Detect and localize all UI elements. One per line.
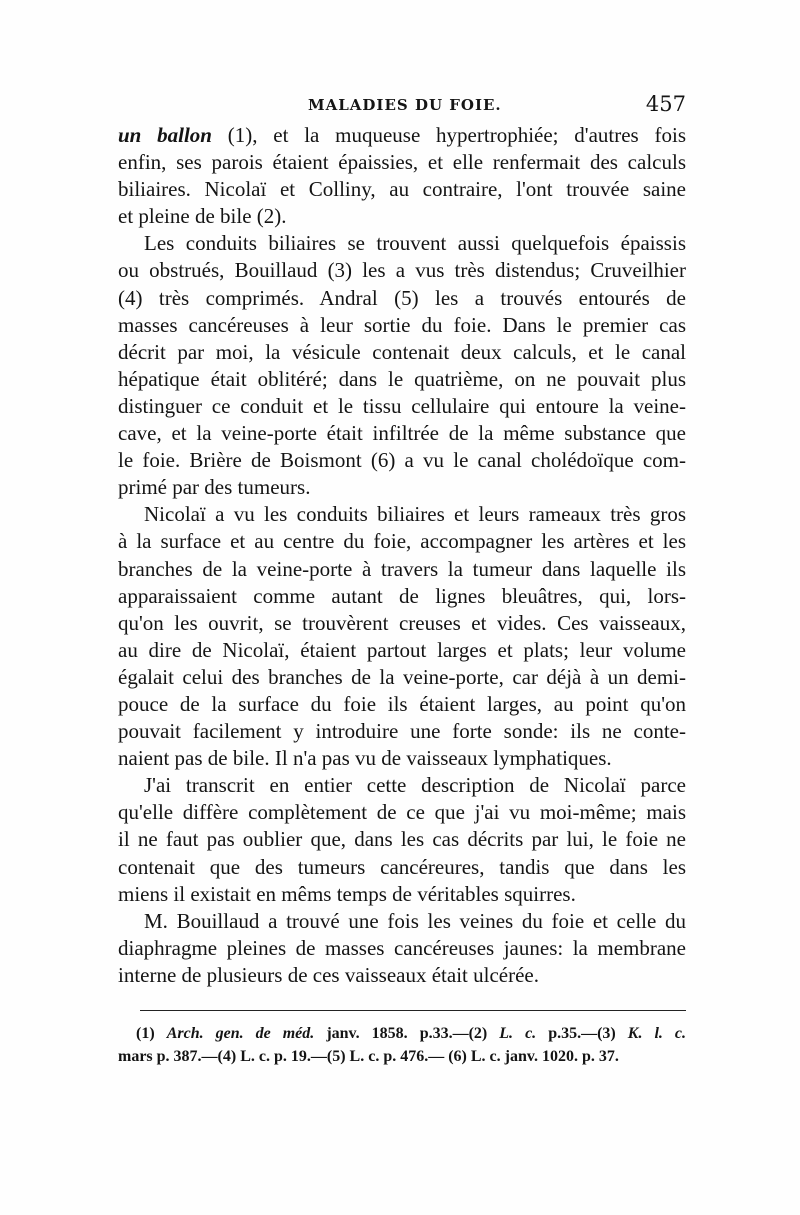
text-line: apparaissaient comme autant de lignes bleuâtres, qui, lors-: [118, 583, 686, 608]
text-line: primé par des tumeurs.: [118, 475, 311, 500]
footnote-line: mars p. 387.—(4) L. c. p. 19.—(5) L. c. p. 476.— (6) L. c. janv. 1020. p. 37.: [118, 1048, 619, 1065]
text-line: distinguer ce conduit et le tissu cellulaire qui entoure la veine-: [118, 393, 686, 418]
text-line: (4) très comprimés. Andral (5) les a trouvés entourés de: [118, 285, 686, 310]
running-head: [118, 92, 686, 120]
footnotes: [118, 1022, 686, 1068]
text-line: contenait que des tumeurs cancéreures, tandis que dans les: [118, 854, 686, 879]
text-line: masses cancéreuses à leur sortie du foie. Dans le premier cas: [118, 312, 686, 337]
text-line: pouce de la surface du foie ils étaient larges, au point qu'on: [118, 691, 686, 716]
footnote-line: (1) Arch. gen. de méd. janv. 1858. p.33.—(2) L. c. p.35.—(3) K. l. c.: [136, 1025, 686, 1042]
text-line: le foie. Brière de Boismont (6) a vu le canal cholédoïque com-: [118, 448, 686, 473]
text-line: égalait celui des branches de la veine-porte, car déjà à un demi-: [118, 664, 686, 689]
text-line: et pleine de bile (2).: [118, 204, 287, 229]
italic-phrase: un ballon: [118, 123, 212, 147]
text-line: branches de la veine-porte à travers la tumeur dans laquelle ils: [118, 556, 686, 581]
text-line: diaphragme pleines de masses cancéreuses jaunes: la membrane: [118, 935, 686, 960]
text-line: cave, et la veine-porte était infiltrée de la même substance que: [118, 421, 686, 446]
text-line: un ballon (1), et la muqueuse hypertrophiée; d'autres fois: [118, 123, 686, 147]
footnote-citation: K. l. c.: [627, 1025, 686, 1042]
footnote-citation: Arch. gen. de méd.: [166, 1025, 315, 1042]
paragraph-first-line: Les conduits biliaires se trouvent aussi quelquefois épaissis: [144, 231, 686, 256]
paragraph-first-line: J'ai transcrit en entier cette description de Nicolaï parce: [144, 773, 686, 798]
text-line: miens il existait en mêms temps de véritables squirres.: [118, 881, 576, 906]
text-line: hépatique était oblitéré; dans le quatrième, on ne pouvait plus: [118, 366, 686, 391]
text-line: au dire de Nicolaï, étaient partout larges et plats; leur volume: [118, 637, 686, 662]
text-line: à la surface et au centre du foie, accompagner les artères et les: [118, 529, 686, 554]
text-line: qu'on les ouvrit, se trouvèrent creuses et vides. Ces vaisseaux,: [118, 610, 686, 635]
paragraph-first-line: M. Bouillaud a trouvé une fois les veines du foie et celle du: [144, 908, 686, 933]
paragraph-first-line: Nicolaï a vu les conduits biliaires et leurs rameaux très gros: [144, 502, 686, 527]
text-line: interne de plusieurs de ces vaisseaux était ulcérée.: [118, 962, 539, 987]
text-line: décrit par moi, la vésicule contenait deux calculs, et le canal: [118, 339, 686, 364]
text-line: qu'elle diffère complètement de ce que j'ai vu moi-même; mais: [118, 800, 686, 825]
footnote-rule: [140, 1010, 686, 1011]
text-line: il ne faut pas oublier que, dans les cas décrits par lui, le foie ne: [118, 827, 686, 852]
running-head-title: MALADIES DU FOIE.: [308, 96, 502, 114]
text-line: ou obstrués, Bouillaud (3) les a vus très distendus; Cruveilhier: [118, 258, 686, 283]
text-line: enfin, ses parois étaient épaissies, et elle renfermait des calculs: [118, 150, 686, 175]
footnote-citation: L. c.: [499, 1025, 537, 1042]
body-text: [118, 122, 686, 989]
page-number: 457: [645, 92, 686, 116]
text-line: naient pas de bile. Il n'a pas vu de vaisseaux lymphatiques.: [118, 746, 612, 771]
text-line: biliaires. Nicolaï et Colliny, au contraire, l'ont trouvée saine: [118, 177, 686, 202]
text-line: pouvait facilement y introduire une forte sonde: ils ne conte-: [118, 719, 686, 744]
